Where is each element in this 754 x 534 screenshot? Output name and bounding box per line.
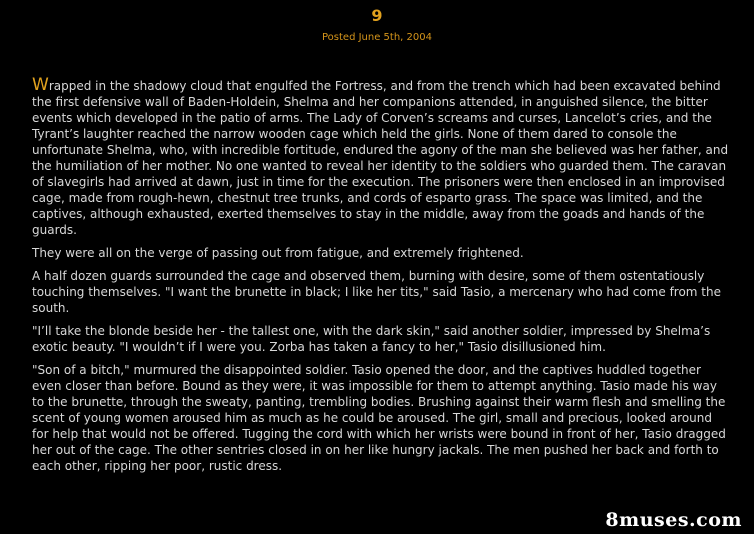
story-body xyxy=(32,75,732,481)
paragraph-text: rapped in the shadowy cloud that engulfed the Fortress, and from the trench which had been excavated behind the first defensive wall of Baden-Holdein, Shelma and her companions attended, in anguished silence, the bitter events which developed in the patio of arms. The Lady of Corven’s screams and curses, Lancelot’s cries, and the Tyrant’s laughter reached the narrow wooden cage which held the girls. None of them dared to console the unfortunate Shelma, who, with incredible fortitude, endured the agony of the man she believed was her father, and the humiliation of her mother. No one wanted to reveal her identity to the soldiers who guarded them. The caravan of slavegirls had arrived at dawn, just in time for the execution. The prisoners were then enclosed in an improvised cage, made from rough-hewn, chestnut tree trunks, and cords of esparto grass. The space was limited, and the captives, although exhausted, exerted themselves to stay in the middle, away from the goads and hands of the guards. xyxy=(32,79,729,237)
drop-cap: W xyxy=(32,75,49,95)
posted-date: Posted June 5th, 2004 xyxy=(322,32,432,43)
site-watermark: 8muses.com xyxy=(605,509,742,531)
story-paragraph-1 xyxy=(32,75,732,238)
story-paragraph-3: A half dozen guards surrounded the cage and observed them, burning with desire, some of them ostentatiously touching themselves. "I want the brunette in black; I like her tits," said Tasio, a mercenary who had come from the south. xyxy=(32,269,722,315)
story-paragraph-5: "Son of a bitch," murmured the disappointed soldier. Tasio opened the door, and the captives huddled together even closer than before. Bound as they were, it was impossible for them to attempt anything. Tasio made his way to the brunette, through the sweaty, panting, trembling bodies. Brushing against their warm flesh and smelling the scent of young women aroused him as much as he could be aroused. The girl, small and precious, looked around for help that would not be offered. Tugging the cord with which her wrists were bound in front of her, Tasio dragged her out of the cage. The other sentries closed in on her like hungry jackals. The men pushed her back and forth to each other, ripping her poor, rustic dress. xyxy=(32,363,726,473)
story-paragraph-4: "I’ll take the blonde beside her - the tallest one, with the dark skin," said another soldier, impressed by Shelma’s exotic beauty. "I wouldn’t if I were you. Zorba has taken a fancy to her," Tasio disillusioned him. xyxy=(32,324,711,354)
chapter-number: 9 xyxy=(371,6,383,25)
story-paragraph-2: They were all on the verge of passing out from fatigue, and extremely frightened. xyxy=(32,246,524,260)
